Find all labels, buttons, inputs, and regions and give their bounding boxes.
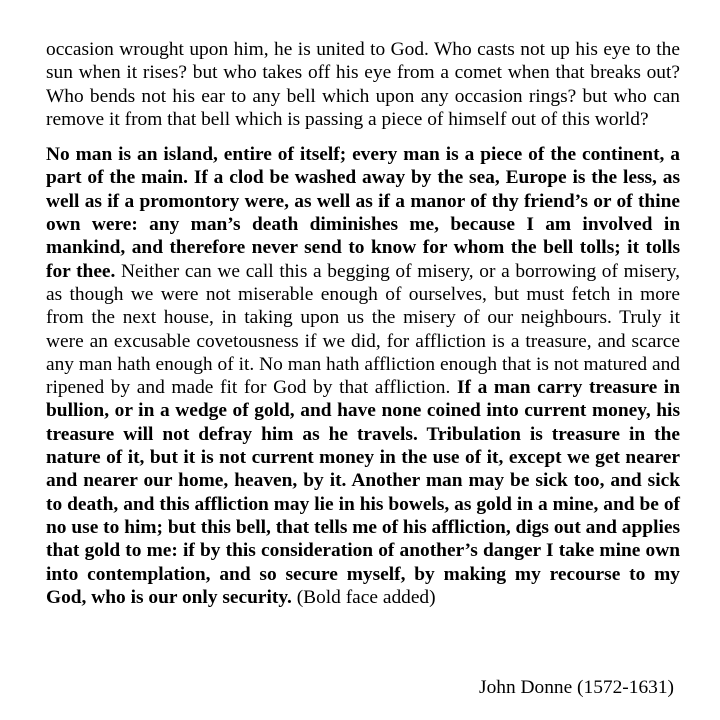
plain-passage-misery: Neither can we call this a begging of misery, or a borrowing of misery, as though we were not miserable enough of ourselves, but must fetch in more from the next house, in taking upon us the misery of our neighbours. Truly it were an excusable covetousness if we did, for affliction is a treasure, and scarce any man hath enough of it. No man hath affliction enough that is not matured and ripened by and made fit for God by that affliction. bbox=[46, 260, 680, 399]
paragraph-2 bbox=[46, 143, 680, 609]
paragraph-1: occasion wrought upon him, he is united to God. Who casts not up his eye to the sun when it rises? but who takes off his eye from a comet when that breaks out? Who bends not his ear to any bell which upon any occasion rings? but who can remove it from that bell which is passing a piece of himself out of this world? bbox=[46, 39, 680, 130]
document-body bbox=[46, 38, 680, 609]
bold-passage-island: No man is an island, entire of itself; every man is a piece of the continent, a part of the main. If a clod be washed away by the sea, Europe is the less, as well as if a promontory were, as well as if a manor of thy friend’s or of thine own were: any man’s death diminishes me, because I am involved in mankind, and therefore never send to know for whom the bell tolls; it tolls for thee. bbox=[46, 144, 680, 282]
bold-face-note: (Bold face added) bbox=[291, 586, 436, 608]
bold-passage-treasure: If a man carry treasure in bullion, or in a wedge of gold, and have none coined into current money, his treasure will not defray him as he travels. Tribulation is treasure in the nature of it, but it is not current money in the use of it, except we get nearer and nearer our home, heaven, by it. Another man may be sick too, and sick to death, and this affliction may lie in his bowels, as gold in a mine, and be of no use to him; but this bell, that tells me of his affliction, digs out and applies that gold to me: if by this consideration of another’s danger I take mine own into contemplation, and so secure myself, by making my recourse to my God, who is our only security. bbox=[46, 377, 680, 608]
author-attribution: John Donne (1572-1631) bbox=[479, 677, 674, 698]
